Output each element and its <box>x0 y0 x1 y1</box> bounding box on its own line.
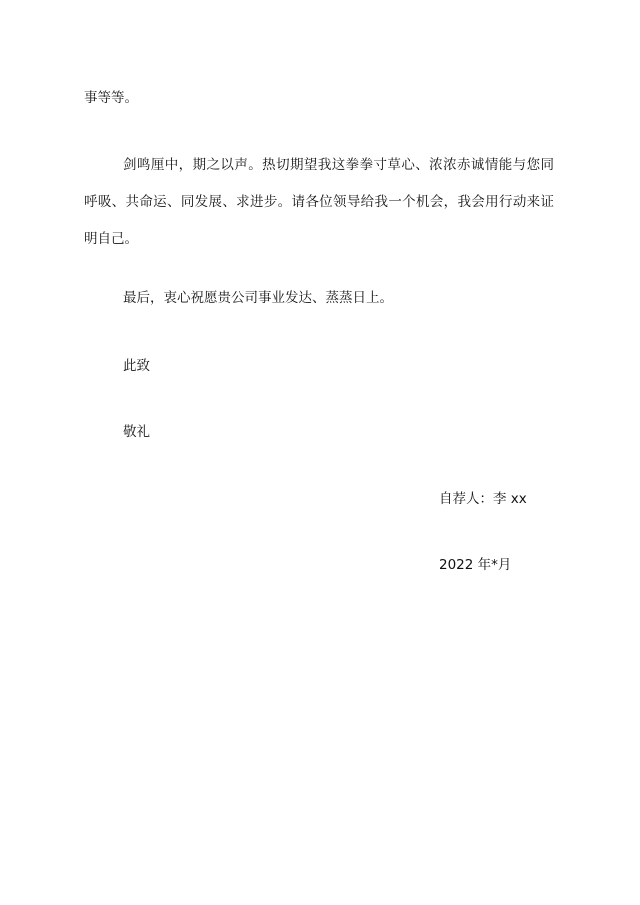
wishes-paragraph: 最后，衷心祝愿贵公司事业发达、蒸蒸日上。 <box>123 290 393 306</box>
salutation-jingli: 敬礼 <box>123 424 150 440</box>
date-line: 2022 年*月 <box>439 557 512 573</box>
continuation-text: 事等等。 <box>84 90 138 106</box>
salutation-cizhi: 此致 <box>123 358 150 374</box>
signature-line: 自荐人：李 xx <box>439 491 527 507</box>
closing-paragraph: 剑鸣厘中，期之以声。热切期望我这拳拳寸草心、浓浓赤诚情能与您同呼吸、共命运、同发展、求进步。请各位领导给我一个机会，我会用行动来证明自己。 <box>84 157 554 247</box>
